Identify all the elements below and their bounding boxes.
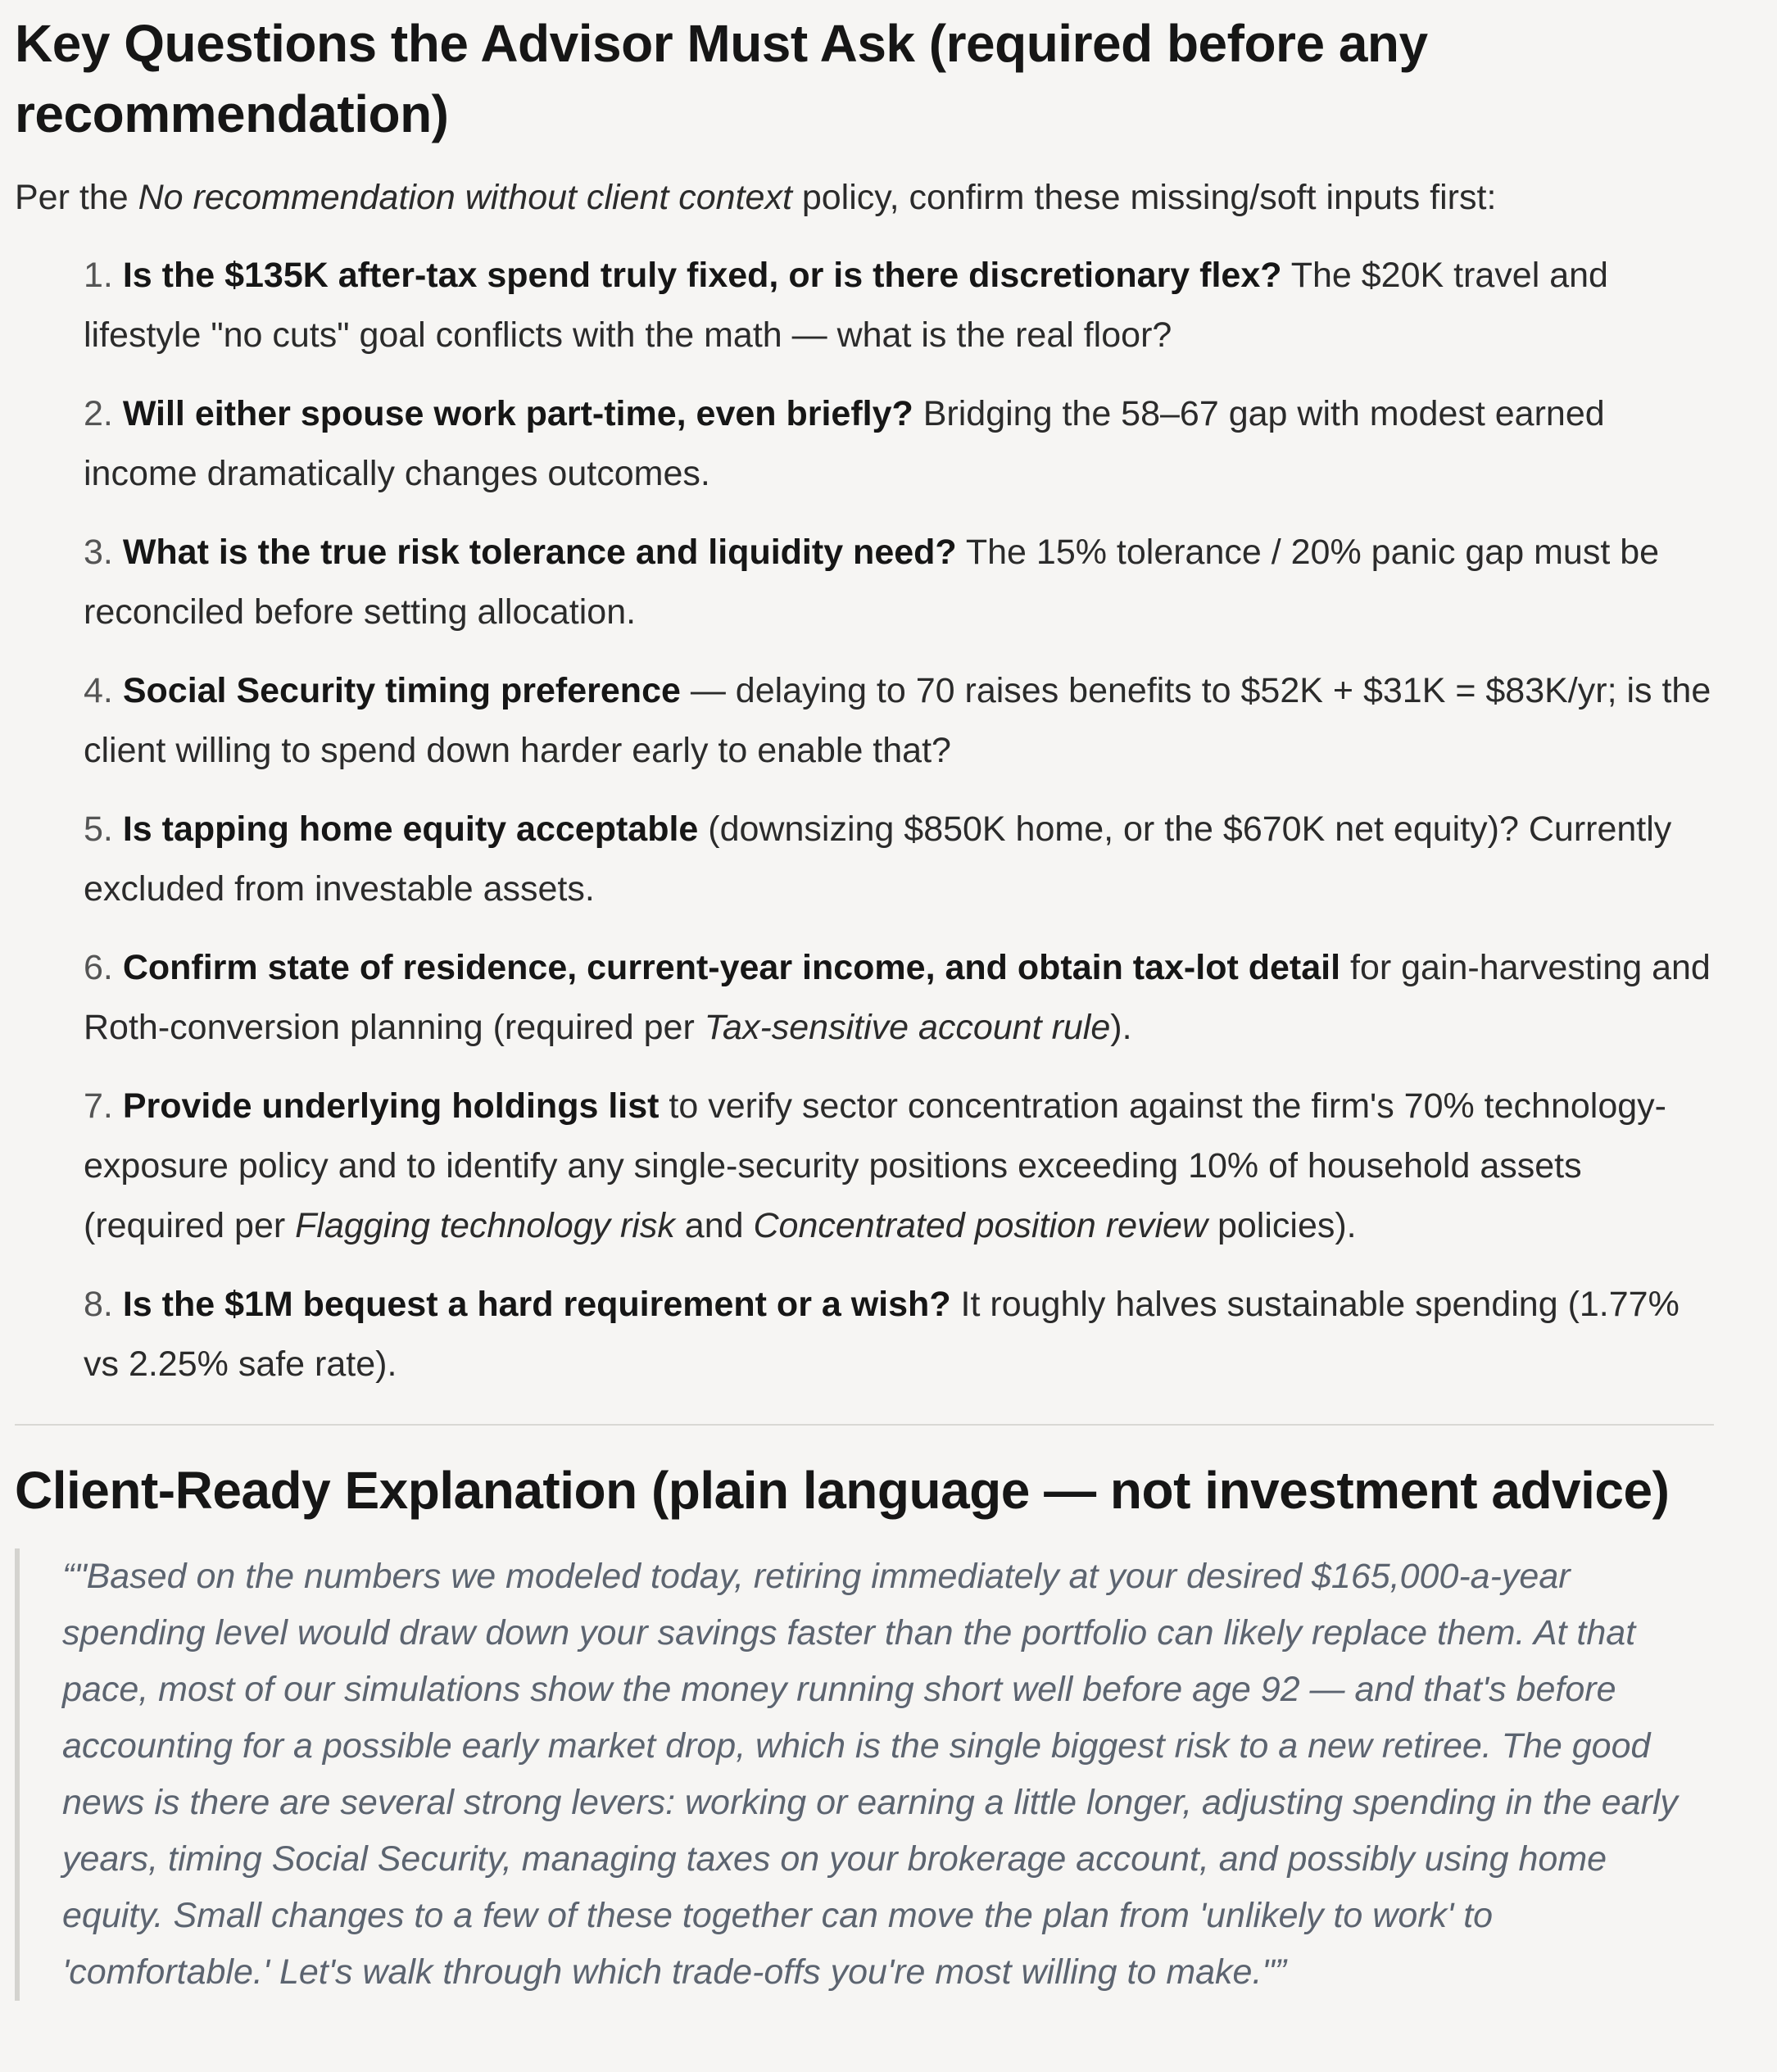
question-item-3 — [84, 523, 1714, 642]
question-number: 3. — [84, 533, 113, 572]
key-questions-heading: Key Questions the Advisor Must Ask (required before any recommendation) — [15, 14, 1428, 143]
question-bold: Is the $1M bequest a hard requirement or a wish? — [122, 1285, 951, 1324]
question-text: The 15% tolerance / 20% panic gap must be reconciled before setting allocation. — [84, 533, 1660, 632]
question-number: 6. — [84, 948, 113, 987]
question-item-2 — [84, 384, 1714, 504]
question-text: — delaying to 70 raises benefits to $52K + $31K = $83K/yr; is the client willing to spend down harder early to enable that? — [84, 671, 1711, 770]
document-page — [15, 0, 1714, 2001]
question-bold: What is the true risk tolerance and liquidity need? — [122, 533, 957, 572]
question-text-mid: and — [674, 1206, 754, 1245]
question-item-8 — [84, 1275, 1714, 1394]
question-bold: Is the $135K after-tax spend truly fixed, or is there discretionary flex? — [122, 256, 1282, 295]
question-text-end: policies). — [1208, 1206, 1357, 1245]
question-item-5 — [84, 800, 1714, 919]
question-text: (downsizing $850K home, or the $670K net equity)? Currently excluded from investable assets. — [84, 809, 1672, 909]
question-number: 2. — [84, 394, 113, 433]
intro-suffix: policy, confirm these missing/soft inputs first: — [791, 178, 1497, 217]
question-text-end: ). — [1110, 1008, 1132, 1047]
question-bold: Social Security timing preference — [122, 671, 681, 710]
policy-name-2: Concentrated position review — [753, 1206, 1208, 1245]
policy-name: Flagging technology risk — [295, 1206, 675, 1245]
section-divider — [15, 1424, 1714, 1426]
question-text: The $20K travel and lifestyle "no cuts" goal conflicts with the math — what is the real floor? — [84, 256, 1608, 355]
question-text: Bridging the 58–67 gap with modest earned income dramatically changes outcomes. — [84, 394, 1605, 493]
question-number: 7. — [84, 1086, 113, 1126]
question-bold: Provide underlying holdings list — [122, 1086, 660, 1126]
question-item-1 — [84, 246, 1714, 365]
question-text: to verify sector concentration against the firm's 70% technology-exposure policy and to identify any single-security positions exceeding 10% of household assets (required per — [84, 1086, 1666, 1245]
question-bold: Is tapping home equity acceptable — [122, 809, 699, 849]
policy-intro — [15, 170, 1714, 224]
intro-prefix: Per the — [15, 178, 138, 217]
question-bold: Will either spouse work part-time, even briefly? — [122, 394, 913, 433]
policy-name: Tax-sensitive account rule — [704, 1008, 1111, 1047]
question-text: It roughly halves sustainable spending (1.77% vs 2.25% safe rate). — [84, 1285, 1680, 1384]
question-item-7 — [84, 1077, 1714, 1256]
question-text: for gain-harvesting and Roth-conversion planning (required per — [84, 948, 1711, 1047]
question-number: 1. — [84, 256, 113, 295]
question-number: 4. — [84, 671, 113, 710]
questions-list — [15, 246, 1714, 1394]
client-quote: “"Based on the numbers we modeled today, retiring immediately at your desired $165,000-a-year spending level would draw down your savings faster than the portfolio can likely replace them. At that pace, most of our simulations show the money running short well before age 92 — and that's before accounting for a possible early market drop, which is the single biggest risk to a new retiree. The good news is there are several strong levers: working or earning a little longer, adjusting spending in the early years, timing Social Security, managing taxes on your brokerage account, and possibly using home equity. Small changes to a few of these together can move the plan from 'unlikely to work' to 'comfortable.' Let's walk through which trade-offs you're most willing to make."” — [15, 1548, 1686, 2001]
question-number: 5. — [84, 809, 113, 849]
intro-policy-name: No recommendation without client context — [138, 178, 792, 217]
client-explanation-heading: Client-Ready Explanation (plain language — not investment advice) — [15, 1461, 1670, 1520]
question-number: 8. — [84, 1285, 113, 1324]
question-item-4 — [84, 661, 1714, 781]
question-bold: Confirm state of residence, current-year income, and obtain tax-lot detail — [122, 948, 1341, 987]
question-item-6 — [84, 938, 1714, 1058]
